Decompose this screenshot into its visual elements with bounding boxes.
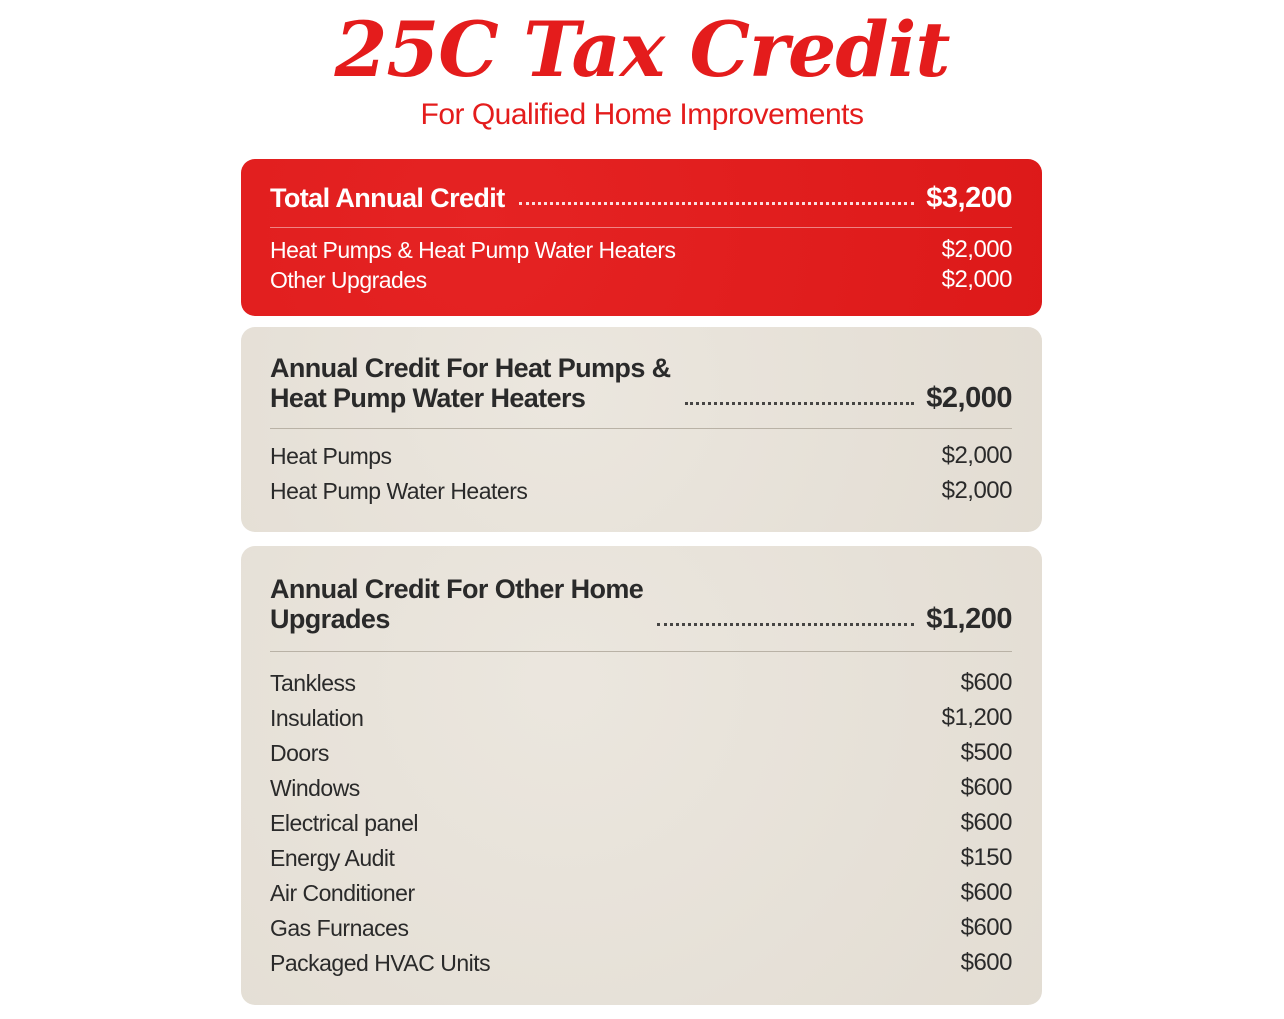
heat-pump-credit-amount: $2,000 xyxy=(926,382,1012,414)
item-label: Heat Pumps xyxy=(270,443,392,469)
page-header xyxy=(0,0,1284,132)
item-label: Heat Pump Water Heaters xyxy=(270,478,528,504)
total-credit-card xyxy=(241,159,1042,316)
item-label: Tankless xyxy=(270,670,356,696)
item-amount: $600 xyxy=(960,949,1012,976)
item-amount: $600 xyxy=(960,669,1012,696)
other-upgrades-credit-items xyxy=(270,652,1012,977)
heat-pump-credit-label-line1: Annual Credit For Heat Pumps & xyxy=(270,353,671,383)
list-item xyxy=(270,767,1012,802)
item-amount: $600 xyxy=(960,914,1012,941)
item-label: Doors xyxy=(270,740,329,766)
item-amount: $150 xyxy=(960,844,1012,871)
item-label: Electrical panel xyxy=(270,810,418,836)
item-amount: $2,000 xyxy=(941,477,1012,504)
list-item xyxy=(270,234,1012,264)
item-label: Windows xyxy=(270,775,360,801)
total-credit-items xyxy=(270,228,1012,294)
dotted-leader xyxy=(657,623,914,626)
list-item xyxy=(270,732,1012,767)
list-item xyxy=(270,907,1012,942)
list-item xyxy=(270,942,1012,977)
item-amount: $600 xyxy=(960,879,1012,906)
other-upgrades-credit-header xyxy=(270,546,1012,634)
list-item xyxy=(270,435,1012,470)
total-credit-header xyxy=(270,159,1012,213)
item-label: Heat Pumps & Heat Pump Water Heaters xyxy=(270,237,676,263)
item-label: Packaged HVAC Units xyxy=(270,950,491,976)
item-amount: $2,000 xyxy=(941,442,1012,469)
list-item xyxy=(270,470,1012,505)
other-upgrades-credit-label-line1: Annual Credit For Other Home xyxy=(270,574,644,604)
list-item xyxy=(270,697,1012,732)
item-amount: $2,000 xyxy=(941,236,1012,263)
other-upgrades-credit-amount: $1,200 xyxy=(926,603,1012,635)
list-item xyxy=(270,662,1012,697)
heat-pump-credit-label xyxy=(270,353,671,413)
heat-pump-credit-label-line2: Heat Pump Water Heaters xyxy=(270,383,586,413)
heat-pump-credit-header xyxy=(270,327,1012,413)
item-amount: $1,200 xyxy=(941,704,1012,731)
other-upgrades-credit-card xyxy=(241,546,1042,1005)
other-upgrades-credit-label-line2: Upgrades xyxy=(270,604,390,634)
list-item xyxy=(270,837,1012,872)
item-amount: $2,000 xyxy=(941,266,1012,293)
other-upgrades-credit-label xyxy=(270,574,643,634)
list-item xyxy=(270,872,1012,907)
page-subtitle: For Qualified Home Improvements xyxy=(420,98,864,131)
item-label: Insulation xyxy=(270,705,364,731)
item-amount: $500 xyxy=(960,739,1012,766)
item-label: Air Conditioner xyxy=(270,880,415,906)
item-amount: $600 xyxy=(960,809,1012,836)
item-label: Other Upgrades xyxy=(270,267,427,293)
total-credit-amount: $3,200 xyxy=(926,182,1012,214)
heat-pump-credit-items xyxy=(270,429,1012,505)
page-title: 25C Tax Credit xyxy=(334,5,950,94)
list-item xyxy=(270,264,1012,294)
total-credit-label: Total Annual Credit xyxy=(270,183,505,213)
dotted-leader xyxy=(519,202,915,205)
item-amount: $600 xyxy=(960,774,1012,801)
item-label: Gas Furnaces xyxy=(270,915,409,941)
list-item xyxy=(270,802,1012,837)
heat-pump-credit-card xyxy=(241,327,1042,532)
dotted-leader xyxy=(685,402,915,405)
item-label: Energy Audit xyxy=(270,845,395,871)
